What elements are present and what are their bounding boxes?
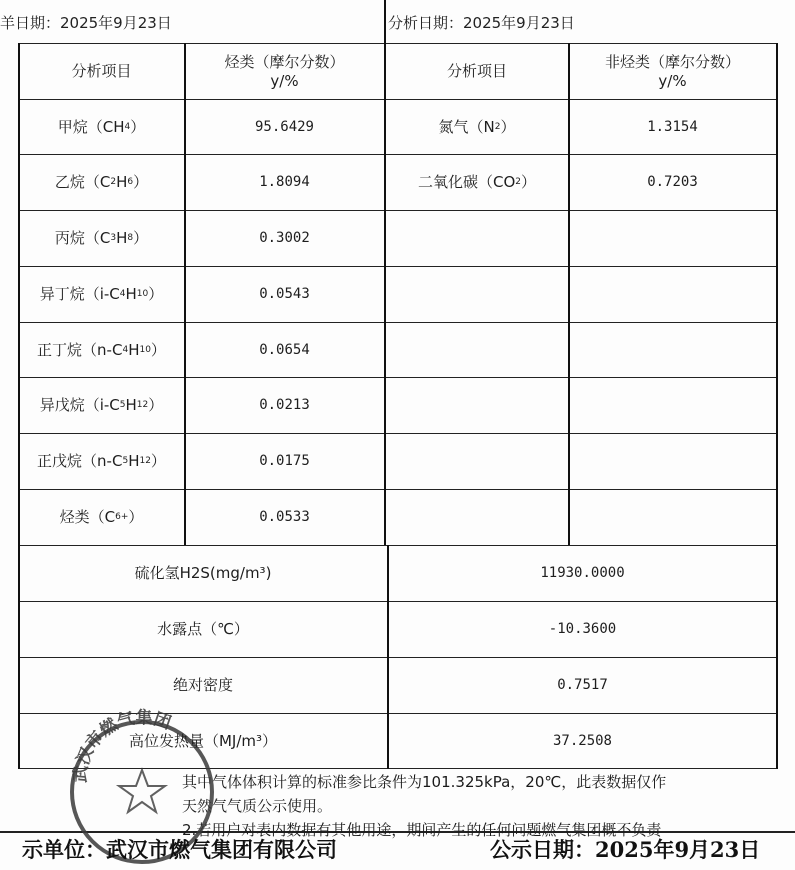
formula-part: H: [125, 284, 137, 303]
formula-part: 2: [494, 121, 501, 132]
col-header-hydrocarbon-title: 烃类（摩尔分数）: [224, 52, 345, 71]
formula-part: 12: [139, 455, 151, 466]
formula-part: ）: [133, 172, 149, 191]
col-header-item: 分析项目: [71, 62, 132, 80]
formula-part: ）: [150, 451, 166, 470]
property-value: 0.7517: [557, 676, 608, 693]
col-header-non-hydrocarbon: [569, 44, 776, 99]
col-header-hydrocarbon-unit: y/%: [270, 71, 299, 90]
formula-part: ）: [128, 507, 144, 526]
col-header-non-hydrocarbon-title: 非烃类（摩尔分数）: [604, 52, 740, 71]
hydrocarbon-name: [19, 266, 184, 322]
formula-part: 6: [127, 176, 134, 187]
formula-part: 二氧化碳（CO: [417, 172, 516, 191]
sampling-date: 羊日期：2025年9月23日: [0, 13, 172, 32]
formula-part: 2: [515, 176, 521, 187]
non-hydrocarbon-name: [386, 154, 568, 210]
formula-part: 5: [119, 399, 126, 410]
formula-part: 4: [122, 344, 129, 355]
hydrocarbon-name: [19, 489, 184, 545]
seal-text: 武汉市燃气集团: [70, 708, 174, 784]
formula-part: 正戊烷（n-C: [37, 451, 123, 470]
table-right-border: [776, 43, 778, 769]
analysis-date: 分析日期：2025年9月23日: [388, 13, 575, 32]
hydrocarbon-name: [19, 433, 184, 489]
property-label: 水露点（℃）: [157, 619, 249, 638]
hydrocarbon-value: 95.6429: [254, 118, 314, 135]
formula-part: 丙烷（C: [54, 228, 111, 247]
formula-part: H: [128, 340, 140, 359]
formula-part: ）: [521, 172, 537, 191]
formula-part: 2: [110, 176, 117, 187]
formula-part: ）: [500, 117, 516, 136]
hydrocarbon-value: 0.3002: [259, 229, 310, 246]
property-label: 高位发热量（MJ/m³）: [128, 731, 278, 750]
formula-part: ）: [133, 228, 149, 247]
hydrocarbon-name: [19, 322, 184, 378]
note-line-3: 2.若用户对表内数据有其他用途，期间产生的任何问题燃气集团概不负责: [182, 821, 662, 839]
property-label: 硫化氢H2S(mg/m³): [134, 563, 272, 582]
formula-part: 10: [136, 288, 149, 299]
formula-part: ）: [148, 395, 164, 414]
formula-part: ）: [130, 117, 146, 136]
formula-part: 异丁烷（i-C: [39, 284, 120, 303]
formula-part: H: [116, 172, 128, 191]
formula-part: 氮气（N: [438, 117, 495, 136]
formula-part: 烃类（C: [59, 507, 116, 526]
formula-part: 正丁烷（n-C: [37, 340, 123, 359]
formula-part: 3: [110, 232, 117, 243]
formula-part: ）: [150, 340, 166, 359]
formula-part: 乙烷（C: [54, 172, 111, 191]
formula-part: 6: [115, 511, 121, 522]
hydrocarbon-value: 0.0213: [259, 396, 310, 413]
formula-part: 12: [136, 399, 149, 410]
property-value: 37.2508: [552, 732, 612, 749]
hydrocarbon-name: [19, 154, 184, 210]
hydrocarbon-value: 0.0175: [259, 452, 310, 469]
formula-part: 8: [127, 232, 134, 243]
issuer: 示单位：武汉市燃气集团有限公司: [22, 837, 337, 862]
col-header-non-hydrocarbon-unit: y/%: [658, 71, 687, 90]
property-value: 11930.0000: [540, 564, 625, 581]
formula-part: 4: [124, 121, 131, 132]
formula-part: +: [120, 511, 129, 522]
col-header-item-right: 分析项目: [446, 62, 507, 80]
formula-part: 异戊烷（i-C: [39, 395, 120, 414]
formula-part: 4: [119, 288, 126, 299]
publish-date: 公示日期：2025年9月23日: [490, 837, 761, 862]
property-value: -10.3600: [548, 620, 617, 637]
non-hydrocarbon-name: [386, 99, 568, 155]
hydrocarbon-name: [19, 377, 184, 433]
hydrocarbon-value: 0.0654: [259, 341, 310, 358]
formula-part: 甲烷（CH: [57, 117, 125, 136]
hydrocarbon-value: 0.0533: [259, 508, 310, 525]
hydrocarbon-name: [19, 210, 184, 266]
note-line-2: 天然气气质公示使用。: [182, 797, 333, 815]
property-label: 绝对密度: [172, 675, 233, 694]
non-hydrocarbon-value: 1.3154: [647, 118, 698, 135]
seal-star-icon: [119, 770, 165, 812]
formula-part: H: [125, 395, 137, 414]
formula-part: H: [128, 451, 140, 470]
formula-part: 5: [122, 455, 129, 466]
formula-part: 10: [139, 344, 151, 355]
note-line-1: 其中气体体积计算的标准参比条件为101.325kPa，20℃，此表数据仅作: [182, 773, 667, 791]
hydrocarbon-value: 0.0543: [259, 285, 310, 302]
formula-part: ）: [148, 284, 164, 303]
non-hydrocarbon-value: 0.7203: [647, 173, 698, 190]
hydrocarbon-value: 1.8094: [259, 173, 310, 190]
hydrocarbon-name: [19, 99, 184, 155]
col-header-hydrocarbon: [185, 44, 384, 99]
formula-part: H: [116, 228, 128, 247]
